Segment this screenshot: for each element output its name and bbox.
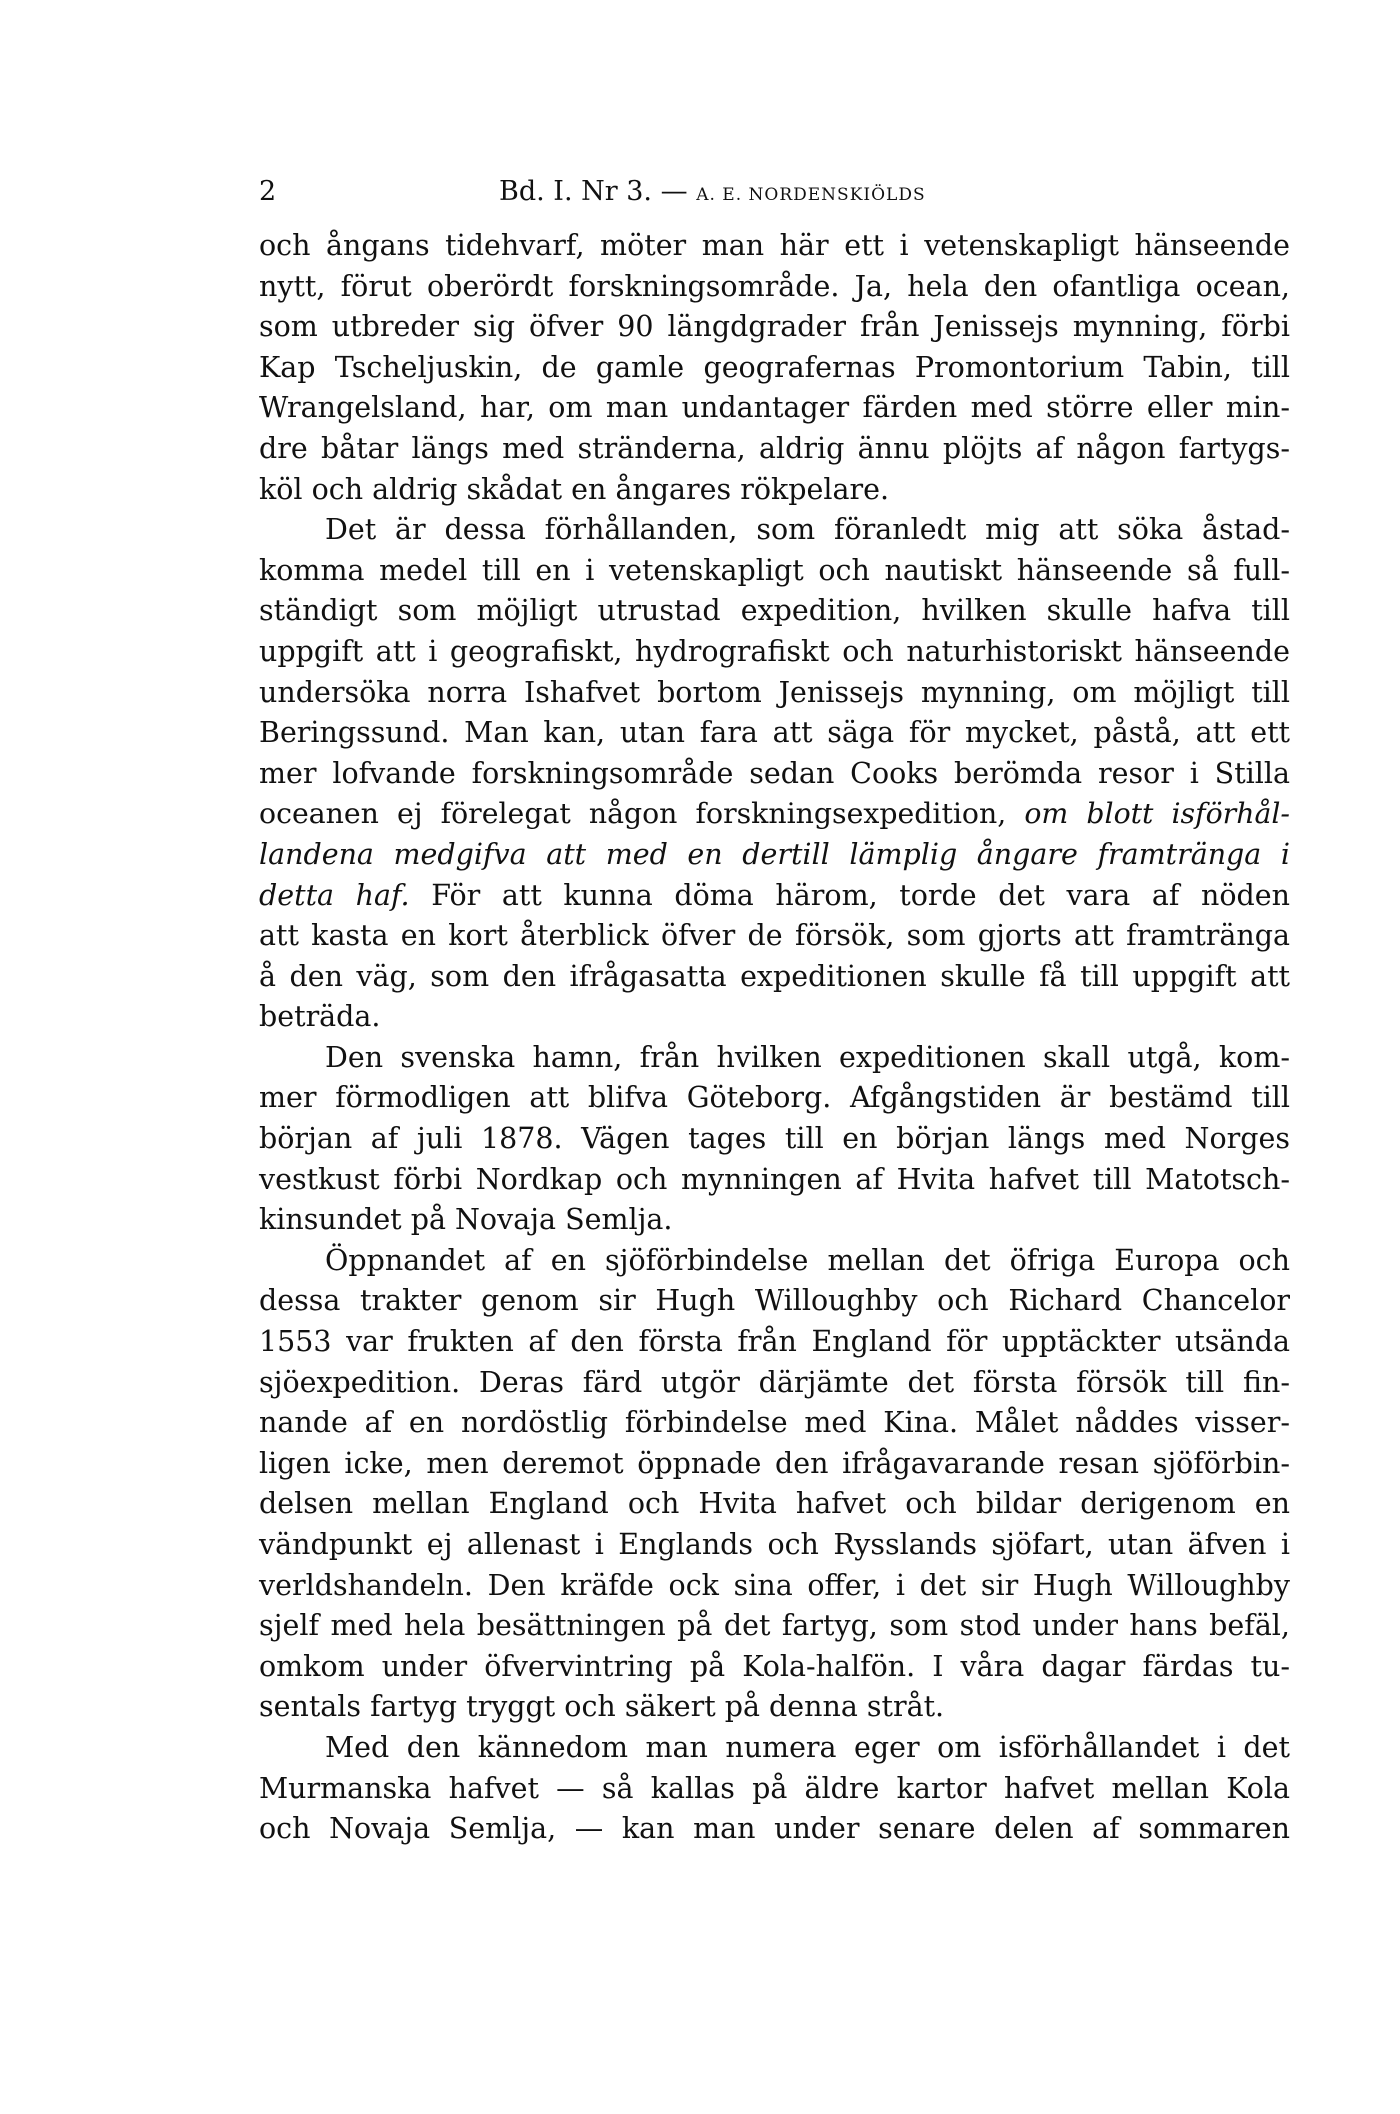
text-segment: dessa trakter genom sir Hugh Willoughby och Richard Chancelor bbox=[259, 1284, 1290, 1318]
text-line bbox=[259, 348, 1290, 389]
text-segment: undersöka norra Ishafvet bortom Jenissejs mynning, om möjligt till bbox=[259, 675, 1290, 709]
text-segment: och ångans tidehvarf, möter man här ett i vetenskapligt hänseende bbox=[259, 229, 1290, 262]
text-line bbox=[259, 1728, 1290, 1769]
text-line bbox=[259, 267, 1290, 308]
italic-text: detta haf. bbox=[259, 878, 410, 912]
text-segment: Beringssund. Man kan, utan fara att säga för mycket, påstå, att ett bbox=[259, 716, 1290, 750]
text-segment: komma medel till en i vetenskapligt och nautiskt hänseende så full- bbox=[259, 553, 1290, 587]
text-segment: Öppnandet af en sjöförbindelse mellan det öfriga Europa och bbox=[325, 1243, 1290, 1277]
text-segment: att kasta en kort återblick öfver de försök, som gjorts att framtränga bbox=[259, 919, 1290, 953]
text-line bbox=[259, 957, 1290, 998]
text-segment: ständigt som möjligt utrustad expedition, hvilken skulle hafva till bbox=[259, 594, 1290, 628]
text-segment: Med den kännedom man numera eger om isförhållandet i det bbox=[325, 1730, 1290, 1764]
text-segment: Den svenska hamn, från hvilken expeditionen skall utgå, kom- bbox=[325, 1040, 1290, 1074]
volume-label: Bd. I. bbox=[499, 176, 573, 207]
text-line bbox=[259, 429, 1290, 470]
text-segment: Wrangelsland, har, om man undantager färden med större eller min- bbox=[259, 391, 1290, 425]
text-line bbox=[259, 754, 1290, 795]
text-line bbox=[259, 1769, 1290, 1810]
issue-label: Nr 3. bbox=[581, 176, 653, 207]
text-segment: början af juli 1878. Vägen tages till en början längs med Norges bbox=[259, 1122, 1290, 1156]
text-segment: sjelf med hela besättningen på det fartyg, som stod under hans befäl, bbox=[259, 1609, 1290, 1643]
text-line bbox=[259, 551, 1290, 592]
running-head-title bbox=[499, 170, 926, 217]
text-segment: köl och aldrig skådat en ångares rökpelare. bbox=[259, 472, 890, 506]
text-segment: Murmanska hafvet — så kallas på äldre kartor hafvet mellan Kola bbox=[259, 1771, 1290, 1805]
text-line bbox=[259, 1444, 1290, 1485]
text-line bbox=[259, 876, 1290, 917]
text-line bbox=[259, 510, 1290, 551]
text-line bbox=[259, 1241, 1290, 1282]
text-line bbox=[259, 1687, 1290, 1728]
text-segment: sjöexpedition. Deras färd utgör därjämte det första försök till fin- bbox=[259, 1365, 1290, 1399]
text-line bbox=[259, 1606, 1290, 1647]
text-line bbox=[259, 1566, 1290, 1607]
text-line bbox=[259, 1484, 1290, 1525]
text-segment: För att kunna döma härom, torde det vara af nöden bbox=[409, 878, 1290, 912]
text-segment: beträda. bbox=[259, 1000, 381, 1034]
text-line bbox=[259, 1363, 1290, 1404]
text-segment: Kap Tscheljuskin, de gamle geografernas Promontorium Tabin, till bbox=[259, 350, 1290, 384]
text-segment: mer förmodligen att blifva Göteborg. Afgångstiden är bestämd till bbox=[259, 1081, 1290, 1115]
text-line bbox=[259, 470, 1290, 511]
text-segment: verldshandeln. Den kräfde ock sina offer, i det sir Hugh Willoughby bbox=[259, 1568, 1290, 1602]
text-line bbox=[259, 1160, 1290, 1201]
text-line bbox=[259, 226, 1290, 267]
text-line bbox=[259, 1200, 1290, 1241]
text-line bbox=[259, 794, 1290, 835]
text-segment: oceanen ej förelegat någon forskningsexpedition, bbox=[259, 797, 1025, 831]
text-segment: uppgift att i geografiskt, hydrografiskt och naturhistoriskt hänseende bbox=[259, 634, 1290, 668]
text-segment: och Novaja Semlja, — kan man under senare delen af sommaren bbox=[259, 1812, 1290, 1846]
paragraph bbox=[259, 226, 1290, 510]
text-line bbox=[259, 1403, 1290, 1444]
text-line bbox=[259, 1322, 1290, 1363]
text-line bbox=[259, 1809, 1290, 1850]
text-line bbox=[259, 1647, 1290, 1688]
text-line bbox=[259, 1038, 1290, 1079]
text-segment: vestkust förbi Nordkap och mynningen af Hvita hafvet till Matotsch- bbox=[259, 1162, 1290, 1196]
author-name bbox=[696, 185, 925, 205]
paragraph bbox=[259, 510, 1290, 1038]
text-line bbox=[259, 835, 1290, 876]
text-segment: å den väg, som den ifrågasatta expeditionen skulle få till uppgift att bbox=[259, 959, 1290, 993]
text-line bbox=[259, 591, 1290, 632]
author-surname: NORDENSKIÖLDS bbox=[748, 185, 926, 205]
paragraph bbox=[259, 1728, 1290, 1850]
text-line bbox=[259, 1119, 1290, 1160]
text-line bbox=[259, 388, 1290, 429]
paragraph bbox=[259, 1241, 1290, 1728]
text-segment: sentals fartyg tryggt och säkert på denna stråt. bbox=[259, 1690, 945, 1724]
page-number: 2 bbox=[259, 176, 277, 207]
text-line bbox=[259, 632, 1290, 673]
text-line bbox=[259, 1078, 1290, 1119]
text-segment: ligen icke, men deremot öppnade den ifrågavarande resan sjöförbin- bbox=[259, 1446, 1290, 1480]
text-line bbox=[259, 673, 1290, 714]
header-dash: — bbox=[660, 176, 688, 207]
text-segment: kinsundet på Novaja Semlja. bbox=[259, 1203, 673, 1237]
text-segment: omkom under öfvervintring på Kola-halfön. I våra dagar färdas tu- bbox=[259, 1649, 1290, 1683]
italic-text: om blott isförhål- bbox=[1024, 797, 1290, 831]
text-line bbox=[259, 307, 1290, 348]
text-segment: delsen mellan England och Hvita hafvet och bildar derigenom en bbox=[259, 1487, 1290, 1521]
text-line bbox=[259, 916, 1290, 957]
text-line bbox=[259, 997, 1290, 1038]
text-segment: mer lofvande forskningsområde sedan Cooks berömda resor i Stilla bbox=[259, 756, 1290, 790]
author-initials: A. E. bbox=[696, 185, 743, 205]
paragraph bbox=[259, 1038, 1290, 1241]
body-text bbox=[259, 226, 1290, 1850]
italic-text: landena medgifva att med en dertill lämplig ångare framtränga i bbox=[259, 837, 1290, 871]
text-segment: 1553 var frukten af den första från England för upptäckter utsända bbox=[259, 1325, 1290, 1359]
text-segment: som utbreder sig öfver 90 längdgrader från Jenissejs mynning, förbi bbox=[259, 310, 1290, 344]
text-line bbox=[259, 1281, 1290, 1322]
text-segment: nytt, förut oberördt forskningsområde. Ja, hela den ofantliga ocean, bbox=[259, 269, 1290, 303]
text-line bbox=[259, 713, 1290, 754]
text-segment: nande af en nordöstlig förbindelse med Kina. Målet nåddes visser- bbox=[259, 1406, 1290, 1440]
running-head bbox=[259, 170, 1290, 214]
text-line bbox=[259, 1525, 1290, 1566]
text-segment: vändpunkt ej allenast i Englands och Rysslands sjöfart, utan äfven i bbox=[259, 1528, 1290, 1561]
text-segment: dre båtar längs med stränderna, aldrig ännu plöjts af någon fartygs- bbox=[259, 431, 1290, 465]
text-segment: Det är dessa förhållanden, som föranledt mig att söka åstad- bbox=[325, 513, 1290, 547]
